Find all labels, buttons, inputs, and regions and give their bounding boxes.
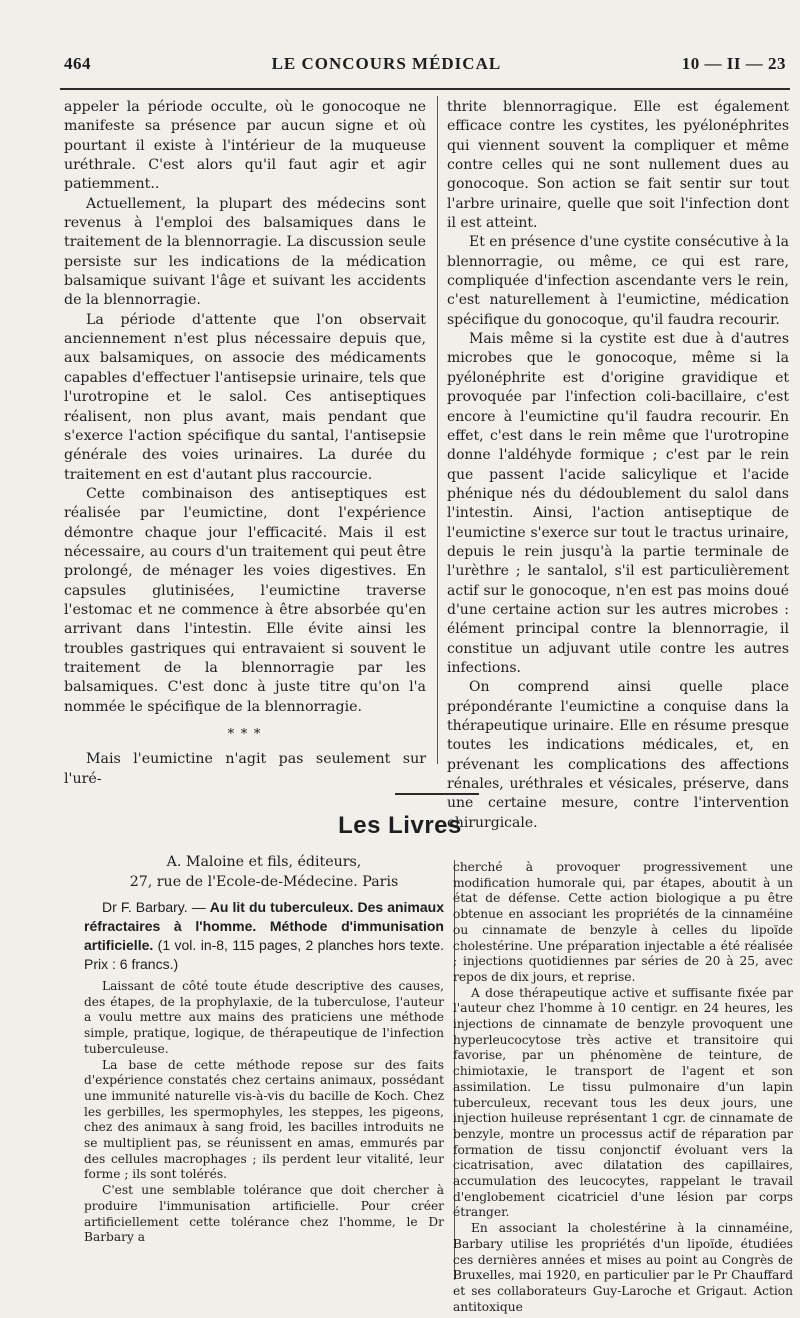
article-column-left xyxy=(64,98,426,789)
article-paragraph: On comprend ainsi quelle place prépondérante l'eumictine a conquise dans la thérapeutique urinaire. Elle en résume presque toutes les indications médicales, et, en prévenant les complications des affections rénales, uréthrales et vésicales, préserve, dans une certaine mesure, contre l'intervention chirurgicale. xyxy=(447,679,789,831)
books-column-right xyxy=(453,860,793,1315)
article-paragraph: La période d'attente que l'on observait anciennement n'est plus nécessaire depuis que, aux balsamiques, on associe des médicaments capables d'effectuer l'antisepsie urinaire, tels que l'urotropine et le salol. Ces antiseptiques réalisent, non plus avant, mais pendant que s'exerce l'action spécifique du santal, l'antisepsie générale des voies urinaires. La durée du traitement en est d'autant plus raccourcie. xyxy=(64,311,426,483)
review-paragraph: La base de cette méthode repose sur des faits d'expérience constatés chez certains animaux, possédant une immunité naturelle vis-à-vis du bacille de Koch. Chez les gerbilles, les spermophyles, les steppes, les pigeons, chez des animaux à sang froid, les bacilles introduits ne se multiplient pas, se réunissent en amas, emmurés par des cellules macrophages ; ils perdent leur vitalité, leur forme ; ils sont tolérés. xyxy=(84,1057,444,1182)
book-details: (1 vol. in-8, 115 pages, 2 planches hors texte. Prix : 6 francs.) xyxy=(84,937,444,972)
review-paragraph: Laissant de côté toute étude descriptive des causes, des étapes, de la prophylaxie, de la tuberculose, l'auteur a voulu mettre aux mains des praticiens une méthode simple, pratique, logique, de thérapeutique de l'infection tuberculeuse. xyxy=(84,979,444,1056)
books-column-left xyxy=(84,852,444,1246)
review-paragraph: A dose thérapeutique active et suffisante fixée par l'auteur chez l'homme à 10 centigr. en 24 heures, les injections de cinnamate de benzyle provoquent une hyperleucocytose très active et transitoire qui favorise, par un phénomène de teinture, de chimiotaxie, le transport de l'agent et son assimilation. Le tissu pulmonaire d'un lapin tuberculeux, recevant tous les deux jours, une injection huileuse représentant 1 cgr. de cinnamate de benzyle, montre un processus actif de réparation par formation de tissu conjonctif évoluant vers la cicatrisation, avec dilatation des capillaires, accumulation des leucocytes, rappelant le travail d'englobement cicatriciel d'une lésion par corps étranger. xyxy=(453,985,793,1220)
article-paragraph: thrite blennorragique. Elle est également efficace contre les cystites, les pyélonéphrites qui viennent souvent la compliquer et même contre celles qui ne sont nullement dues au gonocoque. Son action se fait sentir sur tout l'arbre urinaire, quelle que soit l'infection dont il est atteint. xyxy=(447,99,789,232)
journal-title: LE CONCOURS MÉDICAL xyxy=(271,54,502,73)
article-paragraph: appeler la période occulte, où le gonocoque ne manifeste sa présence par aucun signe et où pourtant il existe à l'intérieur de la muqueuse uréthrale. C'est alors qu'il faut agir et agir patiemment.. xyxy=(64,99,426,193)
review-paragraph: cherché à provoquer progressivement une modification humorale qui, par étapes, aboutit à un état de défense. Cette action biologique a pu être obtenue en associant les propriétés de la cinnaméine ou cinnamate de benzyle à celles du lipoïde cholestérine. Une préparation injectable a été réalisée ; injections quotidiennes par séries de 20 à 25, avec repos de dix jours, et reprise. xyxy=(453,860,793,984)
article-paragraph: Mais l'eumictine n'agit pas seulement sur l'uré- xyxy=(64,751,426,787)
section-rule xyxy=(395,793,479,795)
book-entry xyxy=(84,898,444,974)
page-header xyxy=(64,50,786,78)
page-number: 464 xyxy=(64,54,91,73)
article-paragraph: Mais même si la cystite est due à d'autres microbes que le gonocoque, même si la pyélonéphrite est d'origine gravidique et provoquée par l'infection coli-bacillaire, c'est encore à l'eumictine qu'il faudra recourir. En effet, c'est dans le rein même que l'urotropine donne l'aldéhyde formique ; c'est par le rein que passent l'acide salicylique et l'acide phénique nés du dédoublement du salol dans l'intestin. Ainsi, l'action antiseptique de l'eumictine s'exerce sur tout le tractus urinaire, depuis le rein jusqu'à la partie terminale de l'urèthre ; le santalol, s'il est particulièrement actif sur le gonocoque, n'en est pas moins doué d'une certaine action sur les autres microbes : élément principal contre la blennorragie, il constitue un adjuvant utile contre les autres infections. xyxy=(447,331,789,676)
review-paragraph: En associant la cholestérine à la cinnaméine, Barbary utilise les propriétés d'un lipoïde, étudiées ces dernières années et mises au point au Congrès de Bruxelles, mai 1920, en particulier par le Pr Chauffard et ses collaborateurs Guy-Laroche et Grigaut. Action antitoxique xyxy=(453,1221,793,1314)
article-column-right xyxy=(447,98,789,833)
review-paragraph: C'est une semblable tolérance que doit chercher à produire l'immunisation artificielle. Pour créer artificiellement cette tolérance chez l'homme, le Dr Barbary a xyxy=(84,1183,444,1245)
book-title: Au lit du tuberculeux. Des animaux réfractaires à l'homme. Méthode d'immunisation artificielle. xyxy=(84,899,445,953)
article-paragraph: Cette combinaison des antiseptiques est réalisée par l'eumictine, dont l'expérience démontre chaque jour l'efficacité. Mais il est nécessaire, au cours d'un traitement qui peut être prolongé, de ménager les voies digestives. En capsules glutinisées, l'eumictine traverse l'estomac et ne commence à être absorbée qu'en arrivant dans l'intestin. Elle évite ainsi les troubles gastriques qui entravaient si souvent le traitement de la blennorragie par les balsamiques. C'est donc à juste titre qu'on l'a nommée le spécifique de la blennorragie. xyxy=(64,485,426,715)
issue-date: 10 — II — 23 xyxy=(681,54,786,73)
article-paragraph: Et en présence d'une cystite consécutive à la blennorragie, ou même, ce qui est rare, compliquée d'infection ascendante vers le rein, c'est naturellement à l'eumictine, médication spécifique du gonocoque, qu'il faudra recourir. xyxy=(447,234,790,328)
header-rule xyxy=(60,88,790,90)
article-paragraph: Actuellement, la plupart des médecins sont revenus à l'emploi des balsamiques dans le traitement de la blennorragie. La discussion seule persiste sur les indications de la médication balsamique suivant l'âge et suivant les accidents de la blennorragie. xyxy=(64,195,426,309)
section-title: Les Livres xyxy=(338,812,462,839)
publisher-name: A. Maloine et fils, éditeurs, xyxy=(166,854,362,870)
publisher-address: 27, rue de l'Ecole-de-Médecine. Paris xyxy=(129,874,399,890)
asterism: * * * xyxy=(227,727,263,742)
book-author: Dr F. Barbary. — xyxy=(102,899,206,915)
column-divider xyxy=(437,96,438,764)
